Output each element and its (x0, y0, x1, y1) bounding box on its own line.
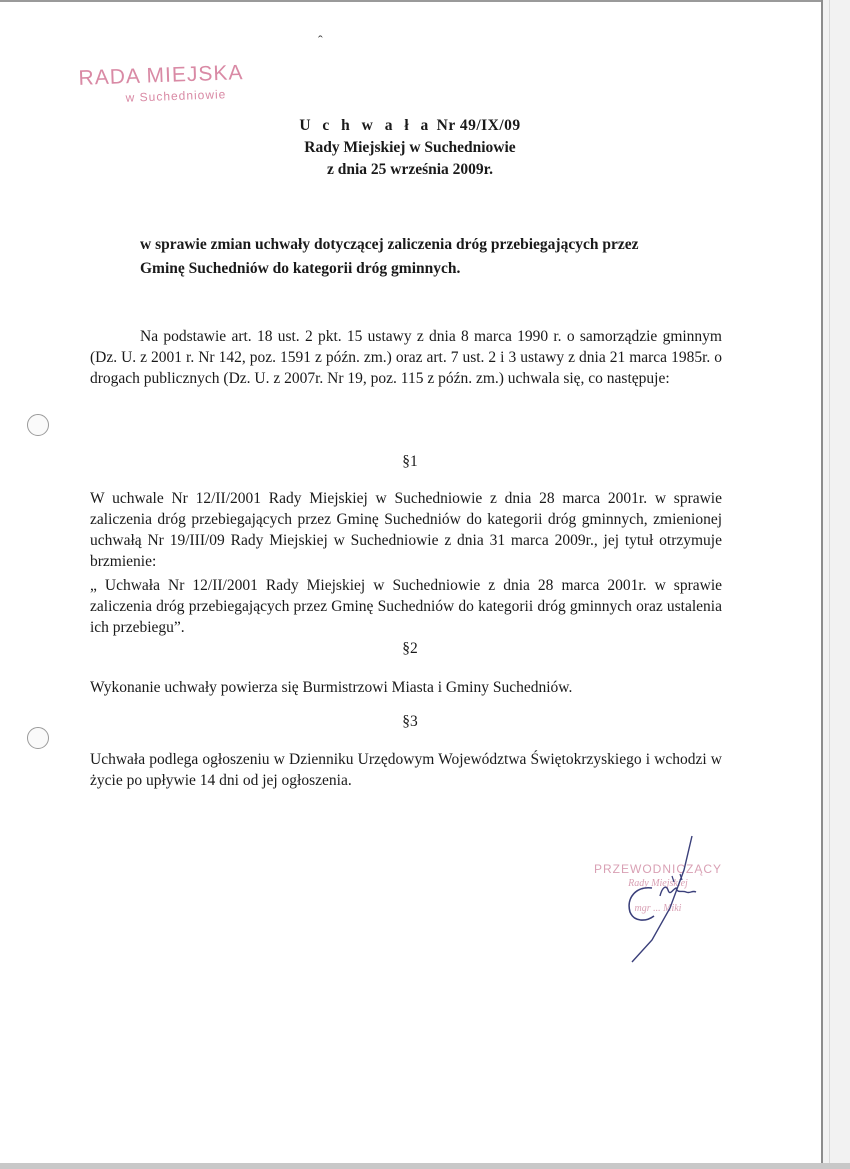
resolution-number: Nr 49/IX/09 (436, 117, 521, 134)
section-3-heading: §3 (402, 713, 418, 730)
resolution-issuer: Rady Miejskiej w Suchedniowie (304, 139, 516, 156)
section-2-text: Wykonanie uchwały powierza się Burmistrzowi Miasta i Gminy Suchedniów. (90, 679, 573, 696)
scan-edge-bottom (0, 1163, 850, 1169)
council-stamp-line1: RADA MIEJSKA (78, 61, 244, 90)
scan-speck: ˆ (318, 34, 323, 49)
resolution-date: z dnia 25 września 2009r. (326, 161, 494, 178)
chairman-stamp-body: Rady Miejskiej (628, 878, 688, 889)
resolution-title (0, 117, 820, 135)
subject-line-1: w sprawie zmian uchwały dotyczącej zaliczenia dróg przebiegających przez (140, 236, 639, 253)
section-2-heading: §2 (402, 640, 418, 657)
section-1-quote: „ Uchwała Nr 12/II/2001 Rady Miejskiej w Suchedniowie z dnia 28 marca 2001r. w sprawie zaliczenia dróg przebiegających przez Gminę Suchedniów do kategorii dróg gminnych oraz ustalenia ich przebiegu”. (90, 577, 722, 636)
handwritten-signature (600, 830, 720, 970)
resolution-subject (140, 233, 685, 281)
subject-line-2: Gminę Suchedniów do kategorii dróg gminnych. (140, 260, 461, 277)
resolution-title-word: U c h w a ł a (299, 117, 433, 134)
section-1-text: W uchwale Nr 12/II/2001 Rady Miejskiej w Suchedniowie z dnia 28 marca 2001r. w sprawie zaliczenia dróg przebiegających przez Gminę Suchedniów do kategorii dróg gminnych, zmienionej uchwałą Nr 19/III/09 Rady Miejskiej w Suchedniowie z dnia 31 marca 2009r., jej tytuł otrzymuje brzmienie: (90, 490, 722, 570)
section-3-text: Uchwała podlega ogłoszeniu w Dzienniku Urzędowym Województwa Świętokrzyskiego i wchodzi w życie po upływie 14 dni od jej ogłoszenia. (90, 751, 722, 789)
punch-hole-upper (27, 414, 49, 436)
council-stamp-line2: w Suchedniowie (125, 87, 227, 105)
council-stamp (76, 61, 246, 105)
chairman-stamp-name: mgr ... Miki (634, 903, 682, 914)
scan-edge-top (0, 0, 850, 2)
section-1-heading: §1 (402, 453, 418, 470)
scan-edge-right (821, 0, 850, 1169)
legal-basis-paragraph: Na podstawie art. 18 ust. 2 pkt. 15 ustawy z dnia 8 marca 1990 r. o samorządzie gminnym (Dz. U. z 2001 r. Nr 142, poz. 1591 z późn. zm.) oraz art. 7 ust. 2 i 3 ustawy z dnia 21 marca 1985r. o drogach publicznych (Dz. U. z 2007r. Nr 19, poz. 115 z późn. zm.) uchwala się, co następuje: (90, 328, 722, 387)
chairman-stamp-title: PRZEWODNICZĄCY (594, 862, 722, 876)
